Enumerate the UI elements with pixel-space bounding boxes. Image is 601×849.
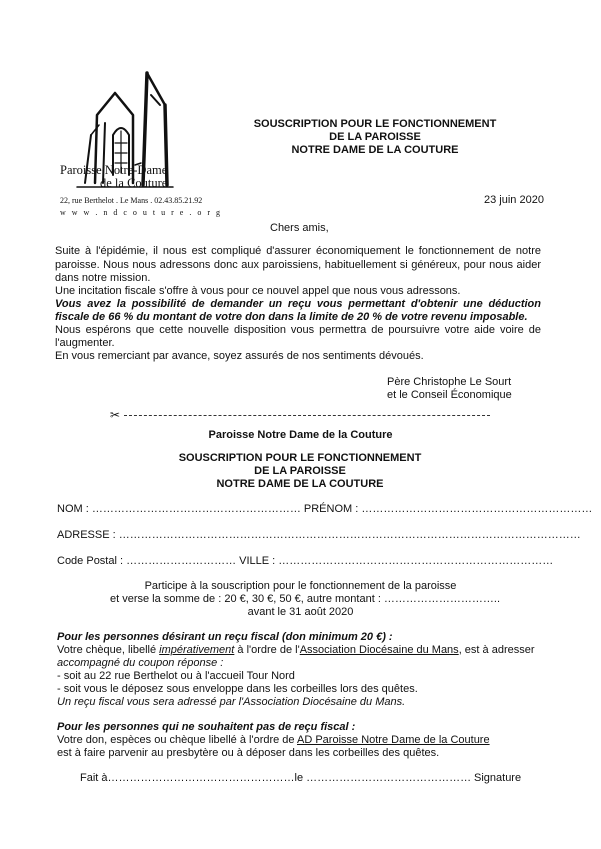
letter-date: 23 juin 2020: [484, 194, 544, 206]
norecu-line: [57, 734, 490, 747]
coupon-title: [155, 452, 445, 491]
parish-logo: [55, 40, 215, 220]
paragraph-line: dans notre mission.: [55, 272, 151, 284]
coupon-parish: Paroisse Notre Dame de la Couture: [208, 429, 393, 441]
recu-line: - soit vous le déposez sous enveloppe dans les corbeilles lors des quêtes.: [57, 683, 418, 695]
logo-name-line2: de la Couture: [100, 176, 168, 190]
norecu-text: Votre don, espèces ou chèque libellé à l'ordre de: [57, 734, 297, 746]
coupon-title-line: DE LA PAROISSE: [254, 465, 346, 477]
norecu-payee: AD Paroisse Notre Dame de la Couture: [297, 734, 490, 746]
fiscal-highlight-line: Vous avez la possibilité de demander un reçu vous permettant d'obtenir une déduction: [55, 298, 541, 310]
recu-line: Un reçu fiscal vous sera adressé par l'Association Diocésaine du Mans.: [57, 696, 406, 708]
fait-a-field[interactable]: Fait à……………………………………………le ………………………………………: [80, 772, 472, 784]
greeting: Chers amis,: [270, 222, 329, 234]
adresse-field[interactable]: ADRESSE : ………………………………………………………………………………………………………………: [57, 529, 581, 541]
norecu-line: est à faire parvenir au presbytère ou à déposer dans les corbeilles des quêtes.: [57, 747, 440, 759]
logo-address: 22, rue Berthelot . Le Mans . 02.43.85.21.92: [60, 196, 203, 205]
recu-line: accompagné du coupon réponse :: [57, 657, 224, 669]
norecu-heading: Pour les personnes qui ne souhaitent pas de reçu fiscal :: [57, 721, 356, 733]
code-postal-ville-field[interactable]: Code Postal : ………………………… VILLE : …………………………………………………………………: [57, 555, 554, 567]
letter-title-line: DE LA PAROISSE: [329, 131, 421, 143]
signature-field[interactable]: Signature: [474, 772, 522, 784]
logo-name-line1: Paroisse Notre-Dame: [60, 163, 168, 177]
signature-council: et le Conseil Économique: [387, 389, 512, 401]
paragraph-line: l'augmenter.: [55, 337, 115, 349]
scissor-icon: ✂: [110, 408, 121, 422]
nom-prenom-field[interactable]: NOM : ………………………………………………… PRÉNOM : ………………………………………………………: [57, 503, 593, 515]
fiscal-highlight-line: fiscale de 66 % du montant de votre don dans la limite de 20 % de votre revenu imposable.: [55, 311, 528, 323]
paragraph-line: paroisse. Nous nous adressons donc aux paroissiens, habituellement si généreux, pour nous aider: [55, 259, 541, 271]
letter-title-line: NOTRE DAME DE LA COUTURE: [291, 144, 459, 156]
paragraph-line: Une incitation fiscale s'offre à vous pour ce nouvel appel que nous vous adressons.: [55, 285, 461, 297]
recu-emphasis: impérativement: [159, 644, 235, 656]
paragraph-line: Nous espérons que cette nouvelle disposition vous permettra de poursuivre votre aide voire de: [55, 324, 541, 336]
paragraph-line: Suite à l'épidémie, il nous est compliqué d'assurer économiquement le fonctionnement de notre: [55, 245, 541, 257]
deadline-line: avant le 31 août 2020: [247, 606, 354, 618]
paragraph-line: En vous remerciant par avance, soyez assurés de nos sentiments dévoués.: [55, 350, 424, 362]
logo-website: w w w . n d c o u t u r e . o r g: [60, 208, 222, 217]
recu-line: [57, 644, 535, 657]
recu-line: - soit au 22 rue Berthelot ou à l'accueil Tour Nord: [57, 670, 295, 682]
participe-line: Participe à la souscription pour le fonctionnement de la paroisse: [144, 580, 457, 592]
signature-name: Père Christophe Le Sourt: [387, 376, 512, 388]
recu-text: Votre chèque, libellé: [57, 644, 160, 656]
somme-line[interactable]: et verse la somme de : 20 €, 30 €, 50 €, autre montant : …………………………..: [110, 593, 501, 605]
cut-line: [124, 415, 490, 416]
letter-title-line: SOUSCRIPTION POUR LE FONCTIONNEMENT: [253, 118, 497, 130]
coupon-title-line: NOTRE DAME DE LA COUTURE: [216, 478, 384, 490]
recu-text: , est à adresser: [458, 644, 535, 656]
letter-title: [230, 118, 520, 157]
recu-text: à l'ordre de l': [234, 644, 300, 656]
recu-heading: Pour les personnes désirant un reçu fiscal (don minimum 20 €) :: [57, 631, 393, 643]
coupon-title-line: SOUSCRIPTION POUR LE FONCTIONNEMENT: [178, 452, 422, 464]
recu-payee: Association Diocésaine du Mans: [299, 644, 459, 656]
